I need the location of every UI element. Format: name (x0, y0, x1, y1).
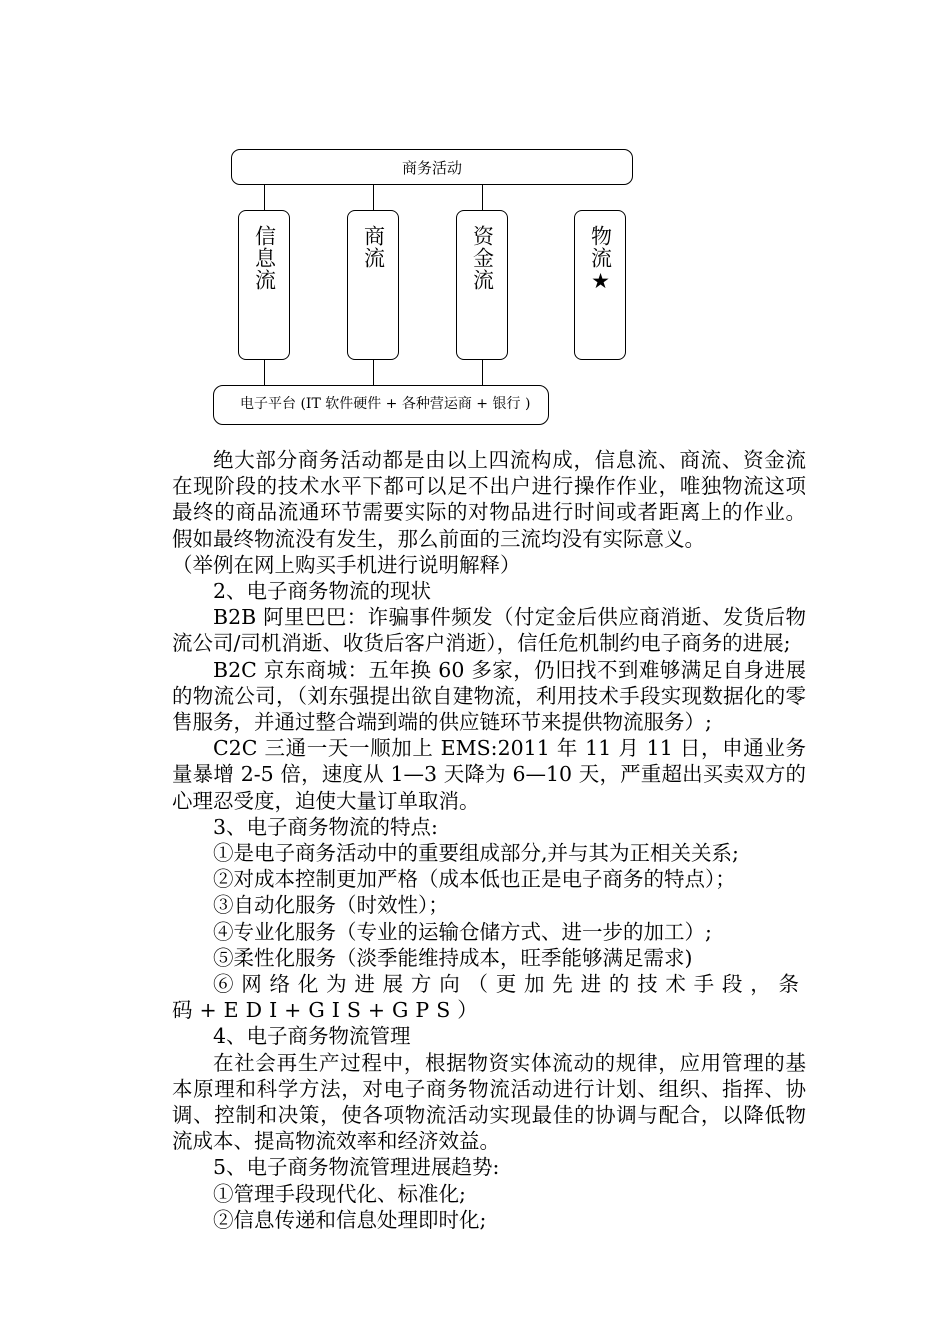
paragraph-b2c: B2C 京东商城：五年换 60 多家，仍旧找不到难够满足自身进展的物流公司，（刘东强提出欲自建物流，利用技术手段实现数据化的零售服务，并通过整合端到端的供应链环节来提供物流服务）; (172, 657, 806, 735)
connector-line (264, 360, 265, 385)
feature-item: ④专业化服务（专业的运输仓储方式、进一步的加工）; (213, 919, 712, 944)
feature-item: ①是电子商务活动中的重要组成部分,并与其为正相关关系; (213, 841, 739, 866)
commerce-flow-box (347, 210, 399, 360)
e-platform-box (213, 385, 549, 425)
feature-item: ②对成本控制更加严格（成本低也正是电子商务的特点）； (213, 867, 736, 892)
connector-line (373, 185, 374, 210)
paragraph-c2c: C2C 三通一天一顺加上 EMS:2011 年 11 月 11 日，申通业务量暴增 2-5 倍，速度从 1—3 天降为 6—10 天，严重超出买卖双方的心理忍受度，迫使大量订单取消。 (172, 736, 806, 813)
information-flow-box (238, 210, 290, 360)
logistics-flow-label: 物流★ (588, 225, 613, 294)
paragraph-four-flows: 绝大部分商务活动都是由以上四流构成，信息流、商流、资金流在现阶段的技术水平下都可以足不出户进行操作作业，唯独物流这项最终的商品流通环节需要实际的对物品进行时间或者距离上的作业。假如最终物流没有发生，那么前面的三流均没有实际意义。 (172, 448, 806, 551)
commerce-flow-label: 商流 (361, 225, 386, 269)
business-flow-diagram (0, 0, 950, 440)
business-activity-label: 商务活动 (401, 158, 462, 177)
logistics-flow-box (574, 210, 626, 360)
e-platform-label: 电子平台 (IT 软件硬件 + 各种营运商 + 银行 ) (240, 396, 531, 412)
trend-item: ①管理手段现代化、标准化; (213, 1181, 466, 1206)
feature-item: ③自动化服务（时效性）； (213, 893, 449, 918)
heading-management: 4、电子商务物流管理 (213, 1024, 411, 1049)
connector-line (373, 360, 374, 385)
trend-item: ②信息传递和信息处理即时化; (213, 1207, 487, 1232)
document-body (172, 447, 806, 1233)
capital-flow-label: 资金流 (470, 225, 495, 291)
paragraph-b2b: B2B 阿里巴巴：诈骗事件频发（付定金后供应商消逝、发货后物流公司/司机消逝、收货后客户消逝），信任危机制约电子商务的进展; (172, 605, 806, 656)
paragraph-management: 在社会再生产过程中，根据物资实体流动的规律，应用管理的基本原理和科学方法，对电子商务物流活动进行计划、组织、指挥、协调、控制和决策，使各项物流活动实现最佳的协调与配合，以降低物流成本、提高物流效率和经济效益。 (172, 1050, 806, 1154)
heading-trends: 5、电子商务物流管理进展趋势: (213, 1155, 500, 1180)
connector-line (482, 360, 483, 385)
heading-current-status: 2、电子商务物流的现状 (213, 579, 432, 604)
heading-features: 3、电子商务物流的特点: (213, 814, 438, 839)
connector-line (264, 185, 265, 210)
information-flow-label: 信息流 (252, 225, 277, 291)
capital-flow-box (456, 210, 508, 360)
business-activity-box (231, 149, 633, 185)
feature-item: ⑤柔性化服务（淡季能维持成本，旺季能够满足需求) (213, 945, 693, 970)
connector-line (482, 185, 483, 210)
feature-item: ⑥网络化为进展方向（更加先进的技术手段，条码+EDI+GIS+GPS） (172, 972, 806, 1023)
paragraph-example-note: （举例在网上购买手机进行说明解释） (172, 552, 521, 577)
